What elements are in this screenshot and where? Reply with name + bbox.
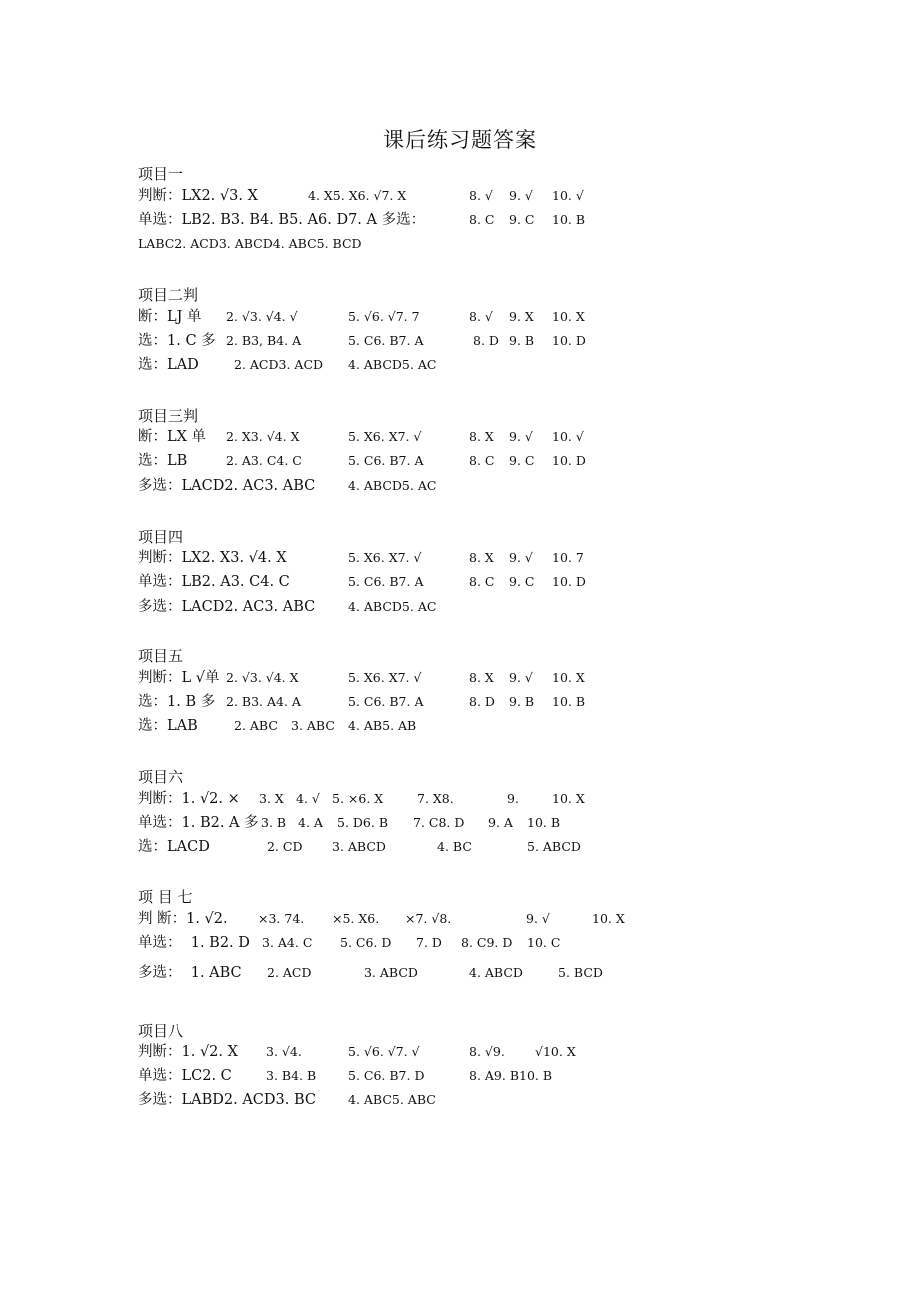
answer-cell: 断：LJ 单 xyxy=(138,309,202,325)
answer-row xyxy=(0,909,920,929)
answer-cell: 选：1. B 多 xyxy=(138,694,216,710)
section-heading: 项目三判 xyxy=(138,407,199,425)
answer-row xyxy=(0,572,920,592)
answer-cell: 4. ABCD5. AC xyxy=(348,599,437,614)
answer-row xyxy=(0,668,920,688)
answer-cell: 10. 7 xyxy=(552,550,584,565)
answer-cell: 4. ABCD5. AC xyxy=(348,478,437,493)
answer-cell: 3. A4. C xyxy=(262,935,313,950)
answer-row xyxy=(0,963,920,983)
answer-cell: 4. AB5. AB xyxy=(348,718,417,733)
answer-cell: 7. C8. D xyxy=(413,815,465,830)
answer-cell: 4. A xyxy=(298,815,323,830)
answer-cell: 5. BCD xyxy=(558,965,603,980)
answer-cell: 选：1. C 多 xyxy=(138,333,216,349)
answer-cell: 单选：LC2. C xyxy=(138,1068,232,1084)
answer-row xyxy=(0,331,920,351)
answer-cell: 多选：LABD2. ACD3. BC xyxy=(138,1092,316,1108)
answer-cell: 10. D xyxy=(552,574,586,589)
answer-cell: 10. B xyxy=(552,694,586,709)
answer-cell: 10. D xyxy=(552,333,586,348)
answer-cell: 5. C6. D xyxy=(340,935,392,950)
answer-cell: 10. C xyxy=(527,935,561,950)
answer-cell: 5. D6. B xyxy=(337,815,389,830)
answer-cell: 8. X xyxy=(469,550,494,565)
answer-row xyxy=(0,1042,920,1062)
section-heading: 项目六 xyxy=(138,768,184,786)
answer-cell: 5. X6. X7. √ xyxy=(348,670,422,685)
answer-cell: 3. X xyxy=(259,791,284,806)
page-title: 课后练习题答案 xyxy=(383,128,537,152)
answer-cell: 9. √ xyxy=(509,550,533,565)
answer-cell: 选：LAD xyxy=(138,357,199,373)
answer-cell: 4. X5. X6. √7. X xyxy=(308,188,407,203)
answer-row xyxy=(0,355,920,375)
answer-cell: ×7. √8. xyxy=(405,911,452,926)
answer-row xyxy=(0,813,920,833)
answer-cell: 判断：LX2. X3. √4. X xyxy=(138,550,287,566)
answer-cell: 单选：LB2. B3. B4. B5. A6. D7. A 多选： xyxy=(138,212,426,228)
answer-row xyxy=(0,451,920,471)
answer-row xyxy=(0,427,920,447)
answer-cell: 3. B xyxy=(261,815,287,830)
answer-row xyxy=(0,307,920,327)
answer-cell: ×5. X6. xyxy=(332,911,380,926)
answer-row xyxy=(0,597,920,617)
answer-cell: 8. D xyxy=(473,333,499,348)
answer-cell: 单选：LB2. A3. C4. C xyxy=(138,574,290,590)
answer-cell: 5. C6. B7. D xyxy=(348,1068,425,1083)
answer-cell: 9. C xyxy=(509,574,535,589)
answer-cell: LABC2. ACD3. ABCD4. ABC5. BCD xyxy=(138,236,362,251)
answer-cell: 判断：LX2. √3. X xyxy=(138,188,258,204)
answer-cell: 4. √ xyxy=(296,791,320,806)
answer-cell: 2. B3, B4. A xyxy=(226,333,302,348)
answer-cell: 判 断：1. √2. xyxy=(138,911,228,927)
section-heading: 项 目 七 xyxy=(138,888,193,906)
answer-row xyxy=(0,1066,920,1086)
answer-cell: 2. A3. C4. C xyxy=(226,453,302,468)
answer-cell: 3. ABCD xyxy=(364,965,418,980)
answer-cell: 5. X6. X7. √ xyxy=(348,429,422,444)
answer-cell: 8. C9. D xyxy=(461,935,513,950)
answer-row xyxy=(0,210,920,230)
answer-cell: 8. √ xyxy=(469,188,493,203)
answer-cell: 5. X6. X7. √ xyxy=(348,550,422,565)
answer-cell: 2. √3. √4. √ xyxy=(226,309,298,324)
answer-cell: 3. ABC xyxy=(291,718,335,733)
answer-cell: ×3. 74. xyxy=(258,911,305,926)
answer-cell: 选：LAB xyxy=(138,718,198,734)
answer-cell: 4. ABCD xyxy=(469,965,523,980)
answer-cell: 判断：1. √2. × xyxy=(138,791,240,807)
answer-row xyxy=(0,234,920,254)
answer-row xyxy=(0,186,920,206)
answer-cell: 10. X xyxy=(592,911,625,926)
answer-cell: 8. X xyxy=(469,670,494,685)
answer-cell: 5. C6. B7. A xyxy=(348,453,424,468)
answer-cell: 5. C6. B7. A xyxy=(348,694,424,709)
answer-row xyxy=(0,716,920,736)
answer-cell: 10. √ xyxy=(552,188,584,203)
answer-cell: 多选：LACD2. AC3. ABC xyxy=(138,599,316,615)
answer-cell: 2. ACD xyxy=(267,965,312,980)
answer-cell: 2. ABC xyxy=(234,718,278,733)
answer-cell: 2. √3. √4. X xyxy=(226,670,299,685)
answer-cell: √10. X xyxy=(535,1044,576,1059)
section-heading: 项目二判 xyxy=(138,286,199,304)
answer-cell: 8. A9. B10. B xyxy=(469,1068,553,1083)
answer-cell: 判断：L √单 xyxy=(138,670,220,686)
answer-cell: 单选： 1. B2. D xyxy=(138,935,250,951)
answer-cell: 单选：1. B2. A 多 xyxy=(138,815,259,831)
answer-cell: 10. X xyxy=(552,309,585,324)
answer-cell: 判断：1. √2. X xyxy=(138,1044,238,1060)
answer-cell: 8. √9. xyxy=(469,1044,505,1059)
answer-cell: 5. √6. √7. √ xyxy=(348,1044,420,1059)
answer-cell: 3. √4. xyxy=(266,1044,302,1059)
answer-cell: 5. C6. B7. A xyxy=(348,333,424,348)
answer-cell: 3. B4. B xyxy=(266,1068,317,1083)
answer-cell: 多选：LACD2. AC3. ABC xyxy=(138,478,316,494)
answer-cell: 4. ABCD5. AC xyxy=(348,357,437,372)
answer-cell: 10. X xyxy=(552,791,585,806)
answer-cell: 多选： 1. ABC xyxy=(138,965,242,981)
answer-cell: 10. D xyxy=(552,453,586,468)
answer-cell: 断：LX 单 xyxy=(138,429,207,445)
answer-cell: 9. √ xyxy=(509,429,533,444)
answer-cell: 5. ABCD xyxy=(527,839,581,854)
answer-cell: 选：LACD xyxy=(138,839,210,855)
answer-cell: 10. X xyxy=(552,670,585,685)
answer-cell: 9. √ xyxy=(526,911,550,926)
answer-cell: 8. √ xyxy=(469,309,493,324)
answer-cell: 5. C6. B7. A xyxy=(348,574,424,589)
answer-cell: 10. B xyxy=(552,212,586,227)
answer-cell: 9. A xyxy=(488,815,513,830)
answer-cell: 2. X3. √4. X xyxy=(226,429,300,444)
answer-row xyxy=(0,933,920,953)
answer-cell: 8. C xyxy=(469,212,495,227)
answer-cell: 4. BC xyxy=(437,839,472,854)
answer-cell: 5. ×6. X xyxy=(332,791,384,806)
answer-cell: 2. ACD3. ACD xyxy=(234,357,324,372)
answer-cell: 7. D xyxy=(416,935,442,950)
answer-row xyxy=(0,837,920,857)
section-heading: 项目八 xyxy=(138,1022,184,1040)
section-heading: 项目四 xyxy=(138,528,184,546)
answer-row xyxy=(0,1090,920,1110)
answer-row xyxy=(0,476,920,496)
answer-row xyxy=(0,692,920,712)
answer-row xyxy=(0,548,920,568)
answer-cell: 2. CD xyxy=(267,839,303,854)
answer-cell: 10. B xyxy=(527,815,561,830)
answer-row xyxy=(0,789,920,809)
answer-cell: 8. C xyxy=(469,574,495,589)
answer-cell: 2. B3. A4. A xyxy=(226,694,301,709)
answer-cell: 9. √ xyxy=(509,188,533,203)
section-heading: 项目一 xyxy=(138,165,184,183)
answer-cell: 8. C xyxy=(469,453,495,468)
answer-cell: 选：LB xyxy=(138,453,188,469)
answer-cell: 3. ABCD xyxy=(332,839,386,854)
answer-cell: 9. C xyxy=(509,453,535,468)
answer-cell: 10. √ xyxy=(552,429,584,444)
answer-cell: 8. X xyxy=(469,429,494,444)
section-heading: 项目五 xyxy=(138,647,184,665)
answer-cell: 8. D xyxy=(469,694,495,709)
answer-cell: 9. B xyxy=(509,694,535,709)
answer-cell: 9. B xyxy=(509,333,535,348)
answer-cell: 9. X xyxy=(509,309,534,324)
answer-cell: 9. C xyxy=(509,212,535,227)
answer-cell: 7. X8. xyxy=(417,791,454,806)
answer-cell: 9. √ xyxy=(509,670,533,685)
answer-cell: 4. ABC5. ABC xyxy=(348,1092,436,1107)
answer-cell: 9. xyxy=(507,791,519,806)
answer-cell: 5. √6. √7. 7 xyxy=(348,309,420,324)
